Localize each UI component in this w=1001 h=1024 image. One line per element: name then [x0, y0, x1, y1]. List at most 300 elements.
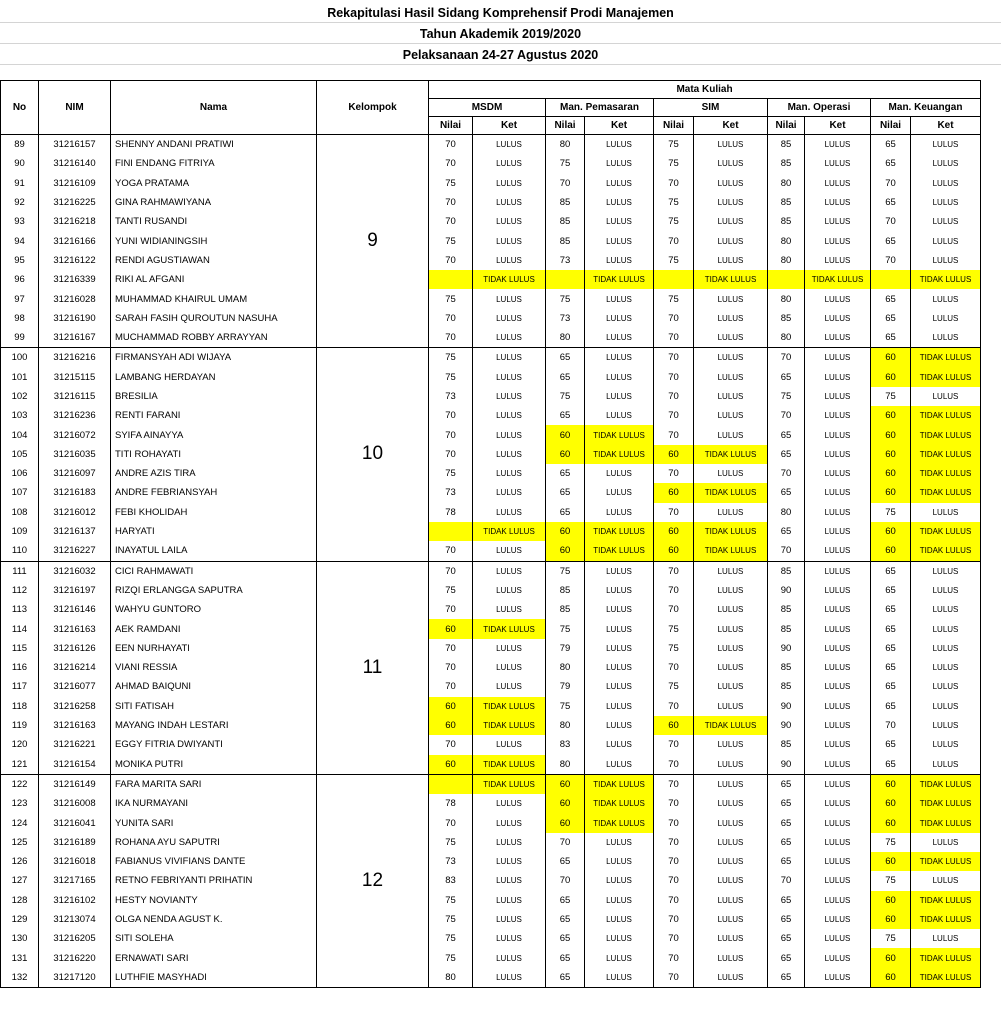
grade-nilai: 65	[871, 639, 911, 658]
row-no: 112	[1, 581, 39, 600]
row-no: 105	[1, 445, 39, 464]
grade-ket: LULUS	[694, 406, 768, 425]
row-no: 130	[1, 929, 39, 948]
grade-ket: TIDAK LULUS	[585, 541, 654, 561]
row-nama: LUTHFIE MASYHADI	[111, 968, 317, 988]
title-divider	[0, 64, 1001, 65]
grade-ket: LULUS	[473, 852, 546, 871]
row-nama: SITI SOLEHA	[111, 929, 317, 948]
grade-ket: LULUS	[694, 425, 768, 444]
grade-nilai: 65	[871, 154, 911, 173]
row-no: 109	[1, 522, 39, 541]
grade-ket: LULUS	[805, 619, 871, 638]
table-row	[1, 891, 981, 910]
grade-ket: LULUS	[805, 716, 871, 735]
nilai-header: Nilai	[546, 117, 585, 135]
grade-ket: LULUS	[473, 445, 546, 464]
row-nim: 31216097	[39, 464, 111, 483]
grade-nilai: 80	[546, 716, 585, 735]
grade-ket: TIDAK LULUS	[473, 270, 546, 289]
grade-ket: LULUS	[473, 425, 546, 444]
grade-ket: LULUS	[805, 774, 871, 794]
table-row	[1, 348, 981, 368]
grade-nilai: 65	[768, 445, 805, 464]
grade-nilai: 70	[654, 697, 694, 716]
grade-nilai: 70	[654, 561, 694, 581]
grade-nilai: 70	[871, 174, 911, 193]
grade-nilai: 70	[429, 135, 473, 155]
grade-nilai: 65	[768, 774, 805, 794]
row-nim: 31216028	[39, 289, 111, 308]
row-no: 89	[1, 135, 39, 155]
grade-ket: TIDAK LULUS	[473, 755, 546, 775]
row-no: 95	[1, 251, 39, 270]
grade-ket: LULUS	[805, 561, 871, 581]
grade-ket: LULUS	[473, 677, 546, 696]
grade-ket: TIDAK LULUS	[585, 813, 654, 832]
row-nim: 31216154	[39, 755, 111, 775]
grade-ket: LULUS	[805, 658, 871, 677]
row-no: 113	[1, 600, 39, 619]
grade-ket: LULUS	[585, 561, 654, 581]
grade-ket: LULUS	[694, 193, 768, 212]
grade-nilai	[871, 270, 911, 289]
grade-ket: TIDAK LULUS	[911, 891, 981, 910]
grade-nilai: 60	[871, 794, 911, 813]
grade-nilai: 79	[546, 677, 585, 696]
grade-ket: TIDAK LULUS	[585, 774, 654, 794]
grade-nilai: 75	[871, 929, 911, 948]
grade-nilai: 60	[871, 968, 911, 988]
row-nim: 31216137	[39, 522, 111, 541]
grade-ket: LULUS	[911, 212, 981, 231]
row-nama: MAYANG INDAH LESTARI	[111, 716, 317, 735]
grade-nilai: 85	[768, 309, 805, 328]
grade-ket: LULUS	[473, 212, 546, 231]
table-row	[1, 174, 981, 193]
table-row	[1, 561, 981, 581]
table-row	[1, 464, 981, 483]
grade-nilai: 85	[768, 135, 805, 155]
row-no: 92	[1, 193, 39, 212]
grade-ket: LULUS	[805, 348, 871, 368]
row-nim: 31216167	[39, 328, 111, 348]
nilai-header: Nilai	[429, 117, 473, 135]
grade-ket: LULUS	[805, 833, 871, 852]
row-nama: RENTI FARANI	[111, 406, 317, 425]
grade-ket: LULUS	[473, 948, 546, 967]
grade-ket: LULUS	[805, 174, 871, 193]
grade-nilai: 70	[654, 174, 694, 193]
grade-ket: LULUS	[694, 774, 768, 794]
grade-ket: LULUS	[473, 174, 546, 193]
grade-nilai: 65	[871, 619, 911, 638]
row-nama: YOGA PRATAMA	[111, 174, 317, 193]
grade-ket: TIDAK LULUS	[911, 968, 981, 988]
grade-ket: LULUS	[585, 193, 654, 212]
row-no: 127	[1, 871, 39, 890]
grade-ket: TIDAK LULUS	[911, 541, 981, 561]
row-no: 117	[1, 677, 39, 696]
grade-ket: TIDAK LULUS	[911, 852, 981, 871]
grade-ket: LULUS	[805, 135, 871, 155]
kelompok-cell: 10	[317, 348, 429, 561]
grade-ket: LULUS	[585, 406, 654, 425]
grade-ket: LULUS	[694, 348, 768, 368]
row-nama: MONIKA PUTRI	[111, 755, 317, 775]
row-no: 121	[1, 755, 39, 775]
grade-ket: LULUS	[585, 231, 654, 250]
grade-nilai: 75	[429, 833, 473, 852]
grade-ket: TIDAK LULUS	[911, 794, 981, 813]
grade-nilai: 80	[546, 658, 585, 677]
row-no: 102	[1, 387, 39, 406]
row-no: 111	[1, 561, 39, 581]
grade-nilai: 65	[871, 581, 911, 600]
grade-nilai: 85	[546, 600, 585, 619]
grade-ket: LULUS	[911, 619, 981, 638]
grade-nilai: 70	[871, 212, 911, 231]
grade-nilai: 70	[654, 658, 694, 677]
row-nim: 31216157	[39, 135, 111, 155]
row-nama: HARYATI	[111, 522, 317, 541]
row-nim: 31216225	[39, 193, 111, 212]
grade-ket: LULUS	[473, 483, 546, 502]
row-no: 91	[1, 174, 39, 193]
grade-nilai: 73	[429, 483, 473, 502]
grade-nilai: 70	[546, 833, 585, 852]
grade-nilai: 65	[871, 309, 911, 328]
grade-ket: LULUS	[694, 251, 768, 270]
grade-ket: LULUS	[805, 852, 871, 871]
grade-nilai: 75	[654, 135, 694, 155]
grade-nilai: 90	[768, 716, 805, 735]
grade-ket: LULUS	[694, 929, 768, 948]
grade-ket: LULUS	[911, 193, 981, 212]
grade-ket: LULUS	[911, 697, 981, 716]
grade-nilai: 70	[654, 581, 694, 600]
grade-ket: LULUS	[585, 852, 654, 871]
grade-nilai: 65	[871, 231, 911, 250]
grade-ket: LULUS	[805, 677, 871, 696]
row-nama: IKA NURMAYANI	[111, 794, 317, 813]
row-nama: MUCHAMMAD ROBBY ARRAYYAN	[111, 328, 317, 348]
grade-ket: LULUS	[585, 328, 654, 348]
grade-ket: LULUS	[805, 387, 871, 406]
grade-ket: LULUS	[911, 289, 981, 308]
row-nim: 31216012	[39, 503, 111, 522]
table-row	[1, 697, 981, 716]
grade-ket: TIDAK LULUS	[585, 270, 654, 289]
grade-nilai: 65	[546, 368, 585, 387]
grade-nilai: 70	[654, 348, 694, 368]
grade-ket: LULUS	[805, 600, 871, 619]
grade-nilai: 65	[546, 891, 585, 910]
grade-nilai: 60	[871, 425, 911, 444]
row-nama: SARAH FASIH QUROUTUN NASUHA	[111, 309, 317, 328]
grade-ket: LULUS	[473, 231, 546, 250]
table-row	[1, 212, 981, 231]
grade-ket: LULUS	[585, 871, 654, 890]
grade-ket: LULUS	[805, 445, 871, 464]
grade-ket: LULUS	[473, 541, 546, 561]
grade-ket: LULUS	[694, 464, 768, 483]
grade-nilai: 70	[654, 231, 694, 250]
row-nim: 31215115	[39, 368, 111, 387]
grade-ket: LULUS	[473, 251, 546, 270]
table-row	[1, 677, 981, 696]
grade-ket: TIDAK LULUS	[911, 910, 981, 929]
grade-nilai: 90	[768, 755, 805, 775]
grade-ket: LULUS	[805, 251, 871, 270]
grade-ket: LULUS	[694, 677, 768, 696]
grade-ket: TIDAK LULUS	[473, 522, 546, 541]
grade-nilai: 85	[768, 600, 805, 619]
grade-ket: LULUS	[473, 658, 546, 677]
row-nama: VIANI RESSIA	[111, 658, 317, 677]
grade-ket: LULUS	[911, 328, 981, 348]
grade-nilai: 75	[654, 212, 694, 231]
grade-ket: LULUS	[473, 639, 546, 658]
row-nama: BRESILIA	[111, 387, 317, 406]
grade-nilai: 70	[429, 328, 473, 348]
grade-nilai: 60	[871, 774, 911, 794]
grade-ket: TIDAK LULUS	[911, 425, 981, 444]
grade-ket: LULUS	[694, 309, 768, 328]
grade-ket: LULUS	[585, 833, 654, 852]
grade-nilai: 75	[654, 154, 694, 173]
grade-nilai: 80	[768, 503, 805, 522]
grade-nilai: 73	[429, 387, 473, 406]
grade-nilai: 75	[654, 619, 694, 638]
grade-nilai: 75	[546, 289, 585, 308]
ket-header: Ket	[911, 117, 981, 135]
grade-nilai: 70	[654, 813, 694, 832]
grade-nilai: 80	[768, 174, 805, 193]
grade-ket: LULUS	[585, 891, 654, 910]
grade-ket: LULUS	[585, 154, 654, 173]
grade-ket: LULUS	[585, 464, 654, 483]
grade-ket: LULUS	[694, 658, 768, 677]
grade-nilai: 60	[654, 716, 694, 735]
row-no: 120	[1, 735, 39, 754]
grade-ket: LULUS	[473, 968, 546, 988]
grade-ket: LULUS	[585, 658, 654, 677]
table-row	[1, 716, 981, 735]
table-row	[1, 541, 981, 561]
table-row	[1, 251, 981, 270]
ket-header: Ket	[805, 117, 871, 135]
grade-nilai: 65	[546, 852, 585, 871]
row-nim: 31216221	[39, 735, 111, 754]
grade-nilai: 70	[654, 948, 694, 967]
grade-nilai: 60	[429, 697, 473, 716]
grade-nilai: 65	[768, 929, 805, 948]
grade-ket: TIDAK LULUS	[911, 813, 981, 832]
row-nama: RENDI AGUSTIAWAN	[111, 251, 317, 270]
grade-nilai: 70	[429, 677, 473, 696]
grade-nilai: 70	[654, 387, 694, 406]
grade-nilai: 85	[768, 154, 805, 173]
grade-nilai: 80	[546, 135, 585, 155]
grade-ket: LULUS	[911, 658, 981, 677]
table-row	[1, 639, 981, 658]
grade-ket: LULUS	[694, 328, 768, 348]
grade-ket: LULUS	[694, 735, 768, 754]
row-no: 118	[1, 697, 39, 716]
row-no: 108	[1, 503, 39, 522]
grade-ket: LULUS	[585, 948, 654, 967]
row-nim: 31216008	[39, 794, 111, 813]
grade-nilai: 65	[768, 813, 805, 832]
grade-nilai: 65	[768, 852, 805, 871]
row-nama: GINA RAHMAWIYANA	[111, 193, 317, 212]
grade-nilai: 70	[429, 193, 473, 212]
grade-ket: LULUS	[585, 968, 654, 988]
grade-ket: LULUS	[694, 755, 768, 775]
row-nama: INAYATUL LAILA	[111, 541, 317, 561]
grade-ket: LULUS	[473, 154, 546, 173]
grade-nilai: 75	[768, 387, 805, 406]
grade-ket: LULUS	[473, 464, 546, 483]
grade-nilai: 90	[768, 581, 805, 600]
grade-ket: TIDAK LULUS	[694, 483, 768, 502]
grade-ket: TIDAK LULUS	[694, 270, 768, 289]
grade-nilai: 60	[546, 445, 585, 464]
row-no: 90	[1, 154, 39, 173]
row-nim: 31216032	[39, 561, 111, 581]
subject-header: Man. Keuangan	[871, 99, 981, 117]
grade-nilai: 65	[768, 368, 805, 387]
grade-ket: TIDAK LULUS	[473, 619, 546, 638]
grade-ket: LULUS	[473, 328, 546, 348]
row-no: 119	[1, 716, 39, 735]
grade-ket: LULUS	[911, 871, 981, 890]
session-dates: Pelaksanaan 24-27 Agustus 2020	[402, 48, 599, 62]
grade-nilai: 75	[871, 871, 911, 890]
grade-nilai	[654, 270, 694, 289]
grade-ket: TIDAK LULUS	[911, 522, 981, 541]
grade-nilai: 65	[546, 503, 585, 522]
grade-ket: LULUS	[911, 174, 981, 193]
grade-ket: LULUS	[585, 910, 654, 929]
grade-nilai: 70	[654, 368, 694, 387]
grade-ket: LULUS	[911, 833, 981, 852]
grade-nilai: 70	[654, 910, 694, 929]
grade-ket: LULUS	[694, 813, 768, 832]
grade-ket: LULUS	[805, 328, 871, 348]
grade-ket: TIDAK LULUS	[585, 522, 654, 541]
grade-nilai: 70	[546, 174, 585, 193]
grade-nilai: 75	[871, 387, 911, 406]
report-title: Rekapitulasi Hasil Sidang Komprehensif Prodi Manajemen	[327, 6, 674, 20]
table-row	[1, 368, 981, 387]
col-header-mata-kuliah: Mata Kuliah	[429, 81, 981, 99]
grade-nilai: 78	[429, 503, 473, 522]
grade-nilai: 65	[871, 755, 911, 775]
grade-nilai: 70	[871, 251, 911, 270]
row-nama: MUHAMMAD KHAIRUL UMAM	[111, 289, 317, 308]
grade-ket: LULUS	[911, 309, 981, 328]
grade-nilai: 65	[768, 968, 805, 988]
row-no: 98	[1, 309, 39, 328]
grade-ket: TIDAK LULUS	[694, 716, 768, 735]
row-nama: FEBI KHOLIDAH	[111, 503, 317, 522]
grade-ket: LULUS	[694, 891, 768, 910]
grade-nilai: 90	[768, 697, 805, 716]
grade-nilai: 60	[871, 522, 911, 541]
ket-header: Ket	[585, 117, 654, 135]
col-header-nama: Nama	[111, 81, 317, 135]
grade-ket: TIDAK LULUS	[911, 774, 981, 794]
row-nama: RIKI AL AFGANI	[111, 270, 317, 289]
grade-nilai: 75	[429, 231, 473, 250]
kelompok-cell: 11	[317, 561, 429, 774]
row-nim: 31216072	[39, 425, 111, 444]
grade-nilai: 80	[768, 289, 805, 308]
grade-nilai: 65	[871, 600, 911, 619]
row-nama: AEK RAMDANI	[111, 619, 317, 638]
grade-nilai: 80	[429, 968, 473, 988]
grade-nilai: 60	[654, 483, 694, 502]
grade-nilai: 70	[654, 406, 694, 425]
row-nim: 31216258	[39, 697, 111, 716]
grade-nilai: 60	[546, 425, 585, 444]
row-nama: ANDRE AZIS TIRA	[111, 464, 317, 483]
grade-ket: LULUS	[694, 212, 768, 231]
grade-ket: LULUS	[805, 406, 871, 425]
table-row	[1, 871, 981, 890]
row-no: 106	[1, 464, 39, 483]
row-nama: FABIANUS VIVIFIANS DANTE	[111, 852, 317, 871]
grade-nilai: 75	[429, 891, 473, 910]
academic-year: Tahun Akademik 2019/2020	[419, 27, 582, 41]
grade-nilai: 70	[654, 735, 694, 754]
grade-nilai: 70	[654, 929, 694, 948]
grade-nilai: 85	[768, 193, 805, 212]
table-row	[1, 774, 981, 794]
grade-ket: LULUS	[694, 619, 768, 638]
grade-ket: LULUS	[805, 464, 871, 483]
grade-ket: TIDAK LULUS	[911, 445, 981, 464]
row-nama: YUNI WIDIANINGSIH	[111, 231, 317, 250]
grade-ket: LULUS	[694, 581, 768, 600]
grade-ket: LULUS	[585, 289, 654, 308]
table-row	[1, 929, 981, 948]
grade-nilai: 70	[871, 716, 911, 735]
grade-ket: LULUS	[911, 231, 981, 250]
row-nama: SYIFA AINAYYA	[111, 425, 317, 444]
grade-nilai	[429, 270, 473, 289]
kelompok-cell: 9	[317, 135, 429, 348]
grade-ket: LULUS	[694, 794, 768, 813]
grade-nilai: 60	[429, 619, 473, 638]
row-nim: 31216077	[39, 677, 111, 696]
row-nim: 31216216	[39, 348, 111, 368]
grade-ket: LULUS	[585, 929, 654, 948]
nilai-header: Nilai	[654, 117, 694, 135]
grade-ket: TIDAK LULUS	[694, 522, 768, 541]
grade-ket: LULUS	[473, 891, 546, 910]
row-nim: 31216183	[39, 483, 111, 502]
grade-ket: LULUS	[911, 639, 981, 658]
grade-nilai: 70	[654, 968, 694, 988]
grade-nilai: 60	[871, 464, 911, 483]
grade-nilai: 80	[546, 328, 585, 348]
grade-ket: LULUS	[911, 154, 981, 173]
row-no: 104	[1, 425, 39, 444]
grade-ket: LULUS	[694, 387, 768, 406]
